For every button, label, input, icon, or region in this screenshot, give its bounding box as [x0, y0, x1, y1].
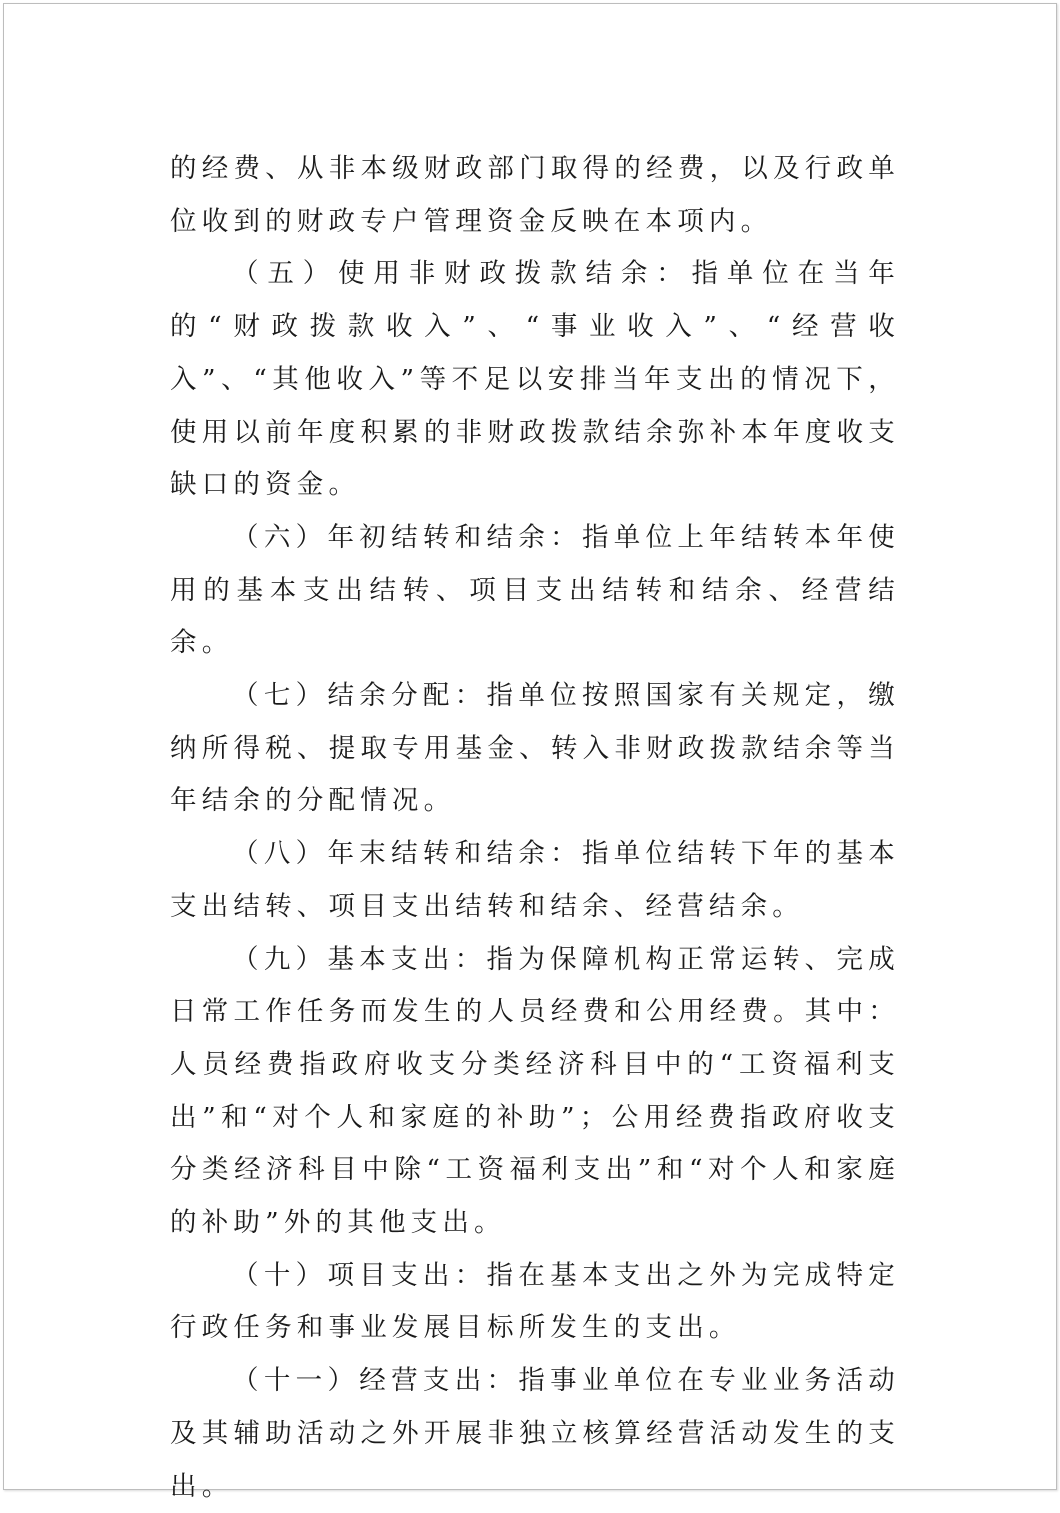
document-page [3, 3, 1057, 1502]
document-body [170, 143, 900, 1513]
paragraph-continuation: 的经费、从非本级财政部门取得的经费，以及行政单位收到的财政专户管理资金反映在本项内。 [170, 153, 900, 237]
paragraph-item-10: （十）项目支出：指在基本支出之外为完成特定行政任务和事业发展目标所发生的支出。 [170, 1259, 900, 1344]
paragraph-item-8: （八）年末结转和结余：指单位结转下年的基本支出结转、项目支出结转和结余、经营结余。 [170, 838, 900, 922]
paragraph-item-5: （五）使用非财政拨款结余：指单位在当年的“财政拨款收入”、“事业收入”、“经营收入”、“其他收入”等不足以安排当年支出的情况下，使用以前年度积累的非财政拨款结余弥补本年度收支缺口的资金。 [170, 258, 900, 501]
paragraph-item-9: （九）基本支出：指为保障机构正常运转、完成日常工作任务而发生的人员经费和公用经费。其中：人员经费指政府收支分类经济科目中的“工资福利支出”和“对个人和家庭的补助”；公用经费指政府收支分类经济科目中除“工资福利支出”和“对个人和家庭的补助”外的其他支出。 [170, 943, 900, 1239]
paragraph-item-7: （七）结余分配：指单位按照国家有关规定，缴纳所得税、提取专用基金、转入非财政拨款结余等当年结余的分配情况。 [170, 680, 900, 817]
paragraph-item-11: （十一）经营支出：指事业单位在专业业务活动及其辅助活动之外开展非独立核算经营活动发生的支出。 [170, 1365, 900, 1502]
paragraph-item-6: （六）年初结转和结余：指单位上年结转本年使用的基本支出结转、项目支出结转和结余、经营结余。 [170, 521, 900, 659]
